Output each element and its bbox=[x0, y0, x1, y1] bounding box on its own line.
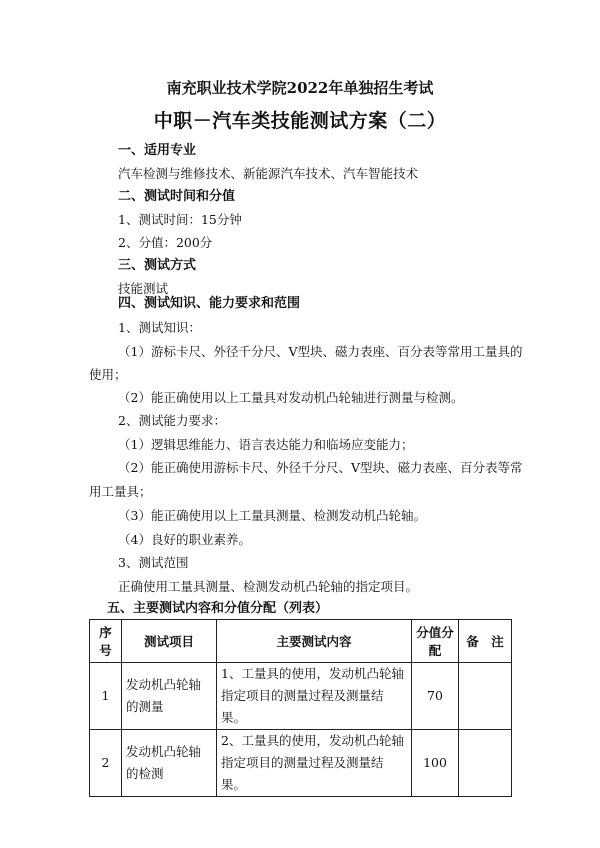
section-heading-scope: 四、测试知识、能力要求和范围 bbox=[118, 296, 301, 311]
header-content: 主要测试内容 bbox=[217, 620, 412, 663]
cell-remark bbox=[459, 663, 512, 730]
table-row bbox=[90, 730, 512, 797]
body-text: 2、测试能力要求： bbox=[118, 413, 226, 428]
section-heading-time: 二、测试时间和分值 bbox=[118, 189, 236, 204]
body-text: （2）能正确使用以上工量具对发动机凸轮轴进行测量与检测。 bbox=[118, 390, 464, 405]
cell-content: 2、工量具的使用，发动机凸轮轴指定项目的测量过程及测量结果。 bbox=[217, 730, 412, 797]
header-remark: 备 注 bbox=[459, 620, 512, 663]
body-text: 技能测试 bbox=[118, 281, 169, 296]
section-heading-major: 一、适用专业 bbox=[118, 143, 197, 158]
cell-score: 100 bbox=[412, 730, 459, 797]
body-text: （1）逻辑思维能力、语言表达能力和临场应变能力； bbox=[118, 437, 414, 452]
table-header-row bbox=[90, 620, 512, 663]
table-row bbox=[90, 663, 512, 730]
section-heading-method: 三、测试方式 bbox=[118, 258, 197, 273]
cell-score: 70 bbox=[412, 663, 459, 730]
body-text: 正确使用工量具测量、检测发动机凸轮轴的指定项目。 bbox=[118, 579, 419, 594]
body-text: 用工量具； bbox=[89, 484, 152, 499]
body-text: （3）能正确使用以上工量具测量、检测发动机凸轮轴。 bbox=[118, 508, 426, 523]
cell-item: 发动机凸轮轴的检测 bbox=[122, 730, 217, 797]
body-text: 汽车检测与维修技术、新能源汽车技术、汽车智能技术 bbox=[118, 166, 419, 181]
header-num: 序号 bbox=[90, 620, 122, 663]
cell-num: 1 bbox=[90, 663, 122, 730]
body-text: 1、测试时间：15分钟 bbox=[118, 212, 242, 227]
body-text: （2）能正确使用游标卡尺、外径千分尺、V型块、磁力表座、百分表等常 bbox=[118, 460, 523, 475]
body-text: 3、测试范围 bbox=[118, 555, 189, 570]
exam-title: 南充职业技术学院2022年单独招生考试 bbox=[166, 79, 434, 97]
cell-item: 发动机凸轮轴的测量 bbox=[122, 663, 217, 730]
cell-content: 1、工量具的使用，发动机凸轮轴指定项目的测量过程及测量结果。 bbox=[217, 663, 412, 730]
cell-num: 2 bbox=[90, 730, 122, 797]
header-score: 分值分配 bbox=[412, 620, 459, 663]
cell-remark bbox=[459, 730, 512, 797]
plan-title: 中职－汽车类技能测试方案（二） bbox=[153, 110, 447, 132]
body-text: 2、分值：200分 bbox=[118, 235, 213, 250]
section-heading-table: 五、主要测试内容和分值分配（列表） bbox=[107, 601, 329, 616]
score-table bbox=[89, 619, 512, 797]
body-text: （1）游标卡尺、外径千分尺、V型块、磁力表座、百分表等常用工量具的 bbox=[118, 344, 523, 359]
header-item: 测试项目 bbox=[122, 620, 217, 663]
body-text: 1、测试知识： bbox=[118, 320, 201, 335]
body-text: 使用； bbox=[89, 367, 127, 382]
body-text: （4）良好的职业素养。 bbox=[118, 532, 251, 547]
